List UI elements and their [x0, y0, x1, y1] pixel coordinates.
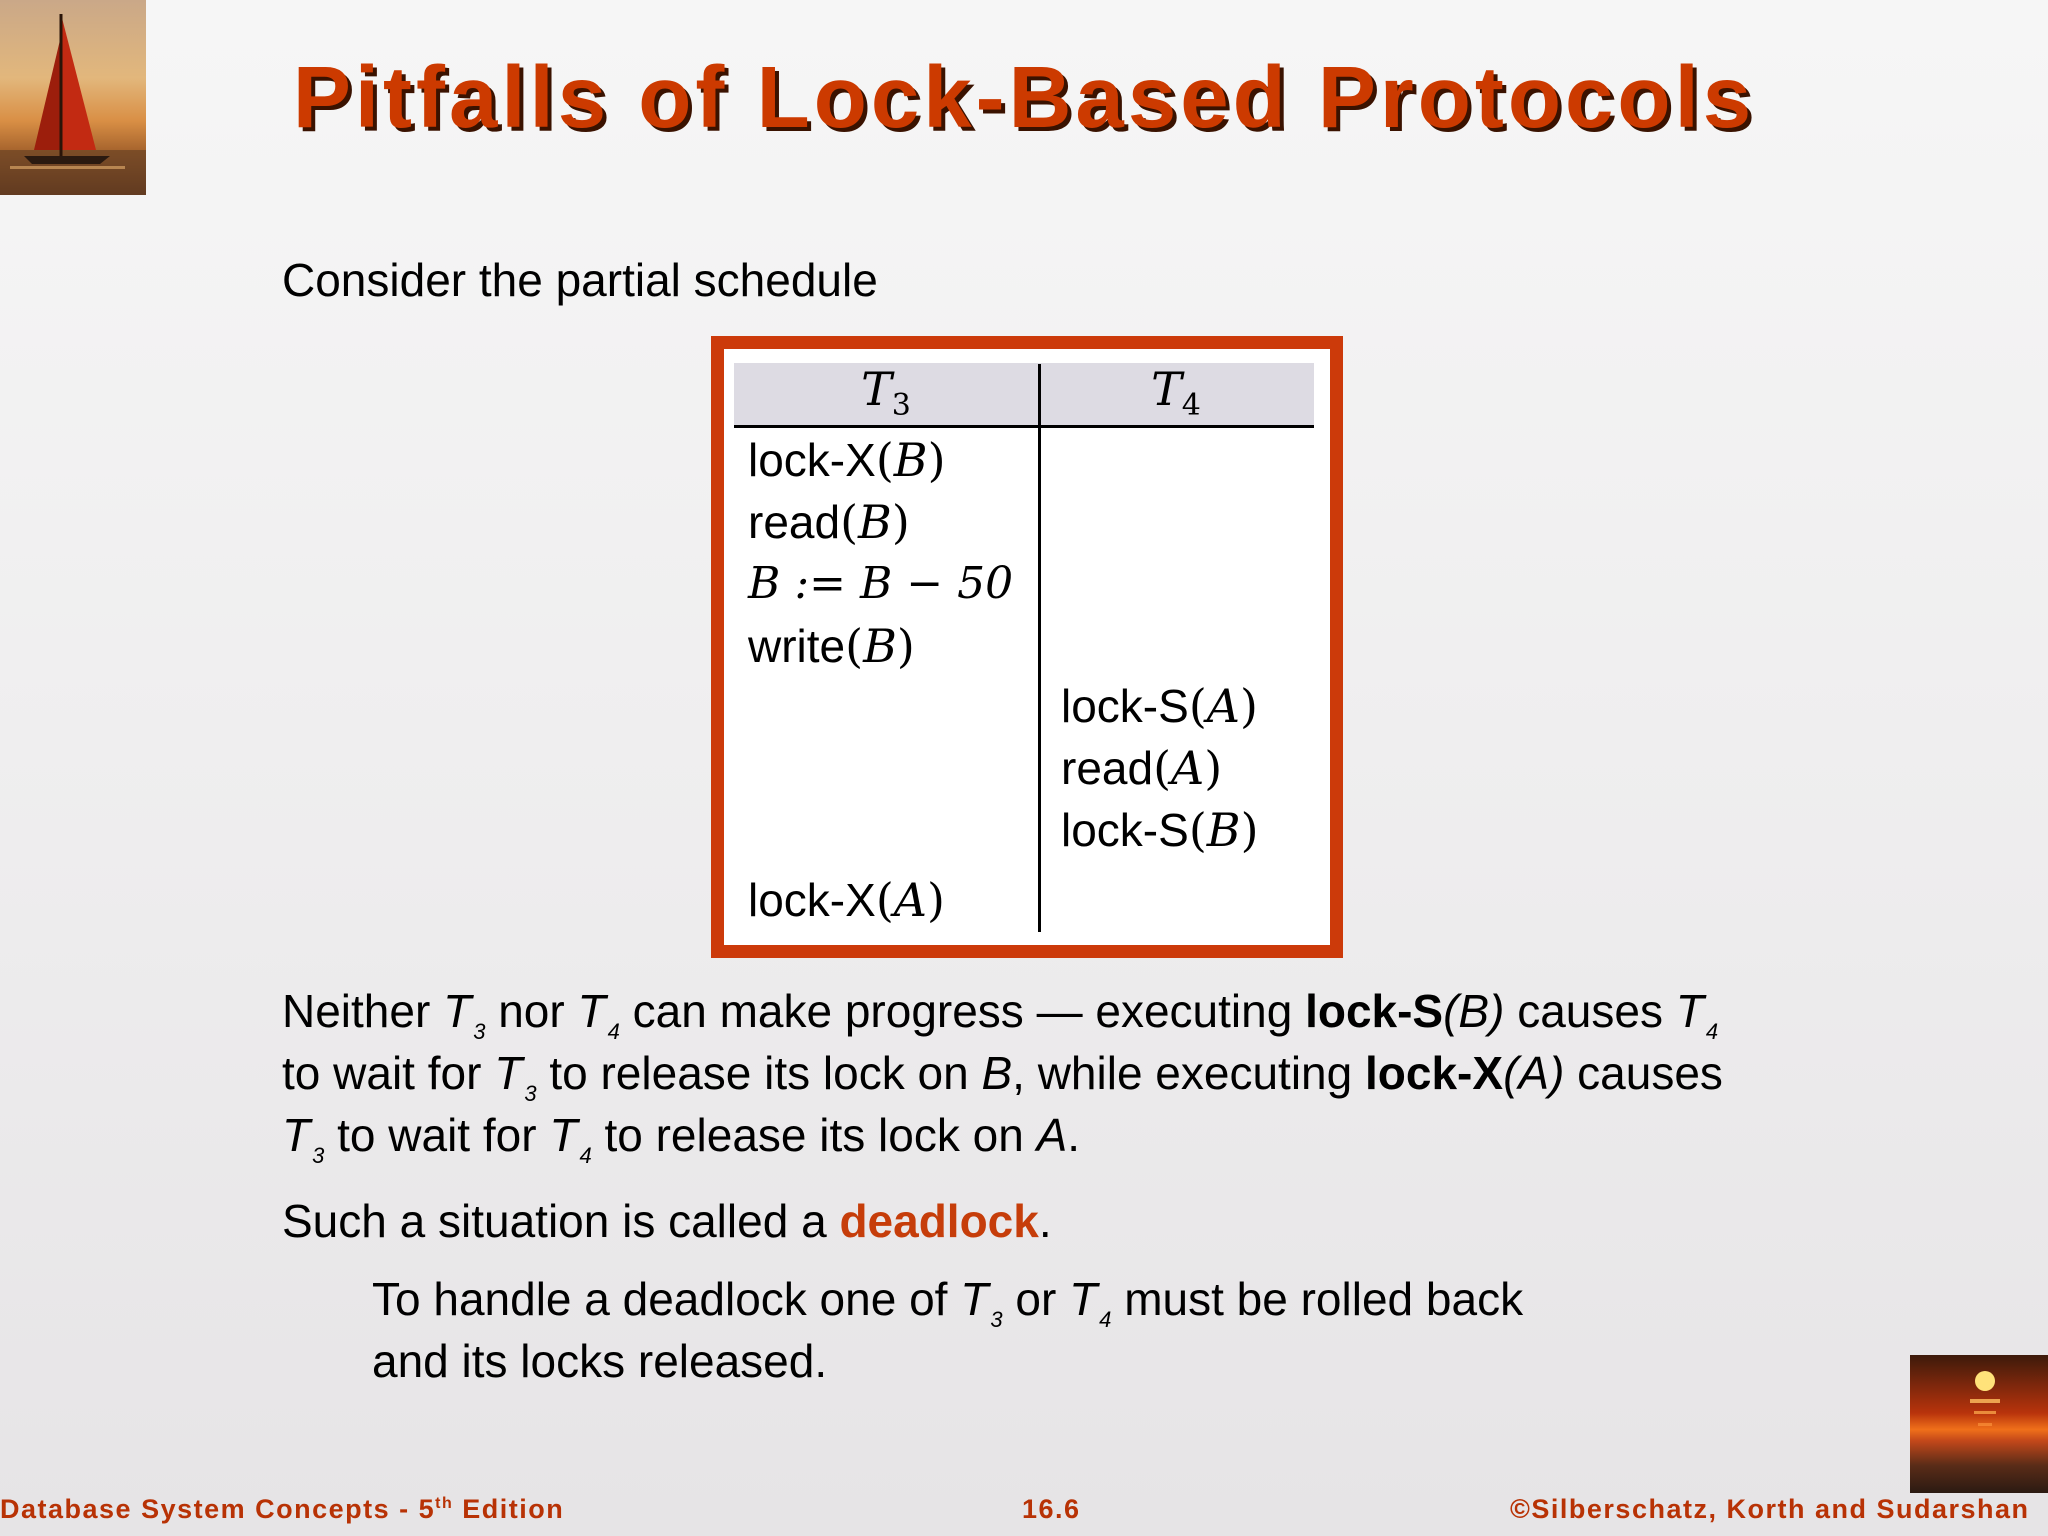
- footer-page-number: 16.6: [1022, 1494, 1081, 1524]
- t3-op-lock-x-a: lock-X(A): [748, 873, 945, 927]
- header-t3: $T_3$: [861, 362, 911, 423]
- header-divider: [734, 425, 1314, 428]
- explanation-line-1: Neither $T_3$ nor $T_4$ can make progress — executing lock-S(B) causes $T_4$: [282, 985, 1719, 1044]
- t3-op-write-b: write(B): [748, 619, 915, 673]
- slide-title: Pitfalls of Lock-Based Protocols: [292, 49, 1756, 146]
- handle-line-2: and its locks released.: [372, 1335, 828, 1387]
- t3-op-lock-x-b: lock-X(B): [748, 433, 946, 487]
- deadlock-sentence: Such a situation is called a deadlock.: [282, 1195, 1052, 1247]
- sunset-photo: [1910, 1355, 2048, 1493]
- t3-op-assign: B := B − 50: [748, 558, 1014, 609]
- handle-line-1: To handle a deadlock one of $T_3$ or $T_4$ must be rolled back: [372, 1273, 1524, 1332]
- footer-book-title: Database System Concepts - 5th Edition: [0, 1494, 565, 1524]
- explanation-line-3: $T_3$ to wait for $T_4$ to release its lock on A.: [282, 1109, 1081, 1168]
- t4-op-lock-s-a: lock-S(A): [1061, 679, 1258, 733]
- t4-op-lock-s-b: lock-S(B): [1061, 803, 1259, 857]
- deadlock-term: deadlock: [839, 1195, 1039, 1247]
- column-divider: [1038, 364, 1041, 932]
- footer-copyright: ©Silberschatz, Korth and Sudarshan: [1510, 1494, 2030, 1524]
- intro-text: Consider the partial schedule: [282, 254, 878, 306]
- t3-op-read-b: read(B): [748, 495, 910, 549]
- header-t4: $T_4$: [1151, 362, 1201, 423]
- t4-op-read-a: read(A): [1061, 741, 1223, 795]
- explanation-line-2: to wait for $T_3$ to release its lock on B, while executing lock-X(A) causes: [282, 1047, 1723, 1106]
